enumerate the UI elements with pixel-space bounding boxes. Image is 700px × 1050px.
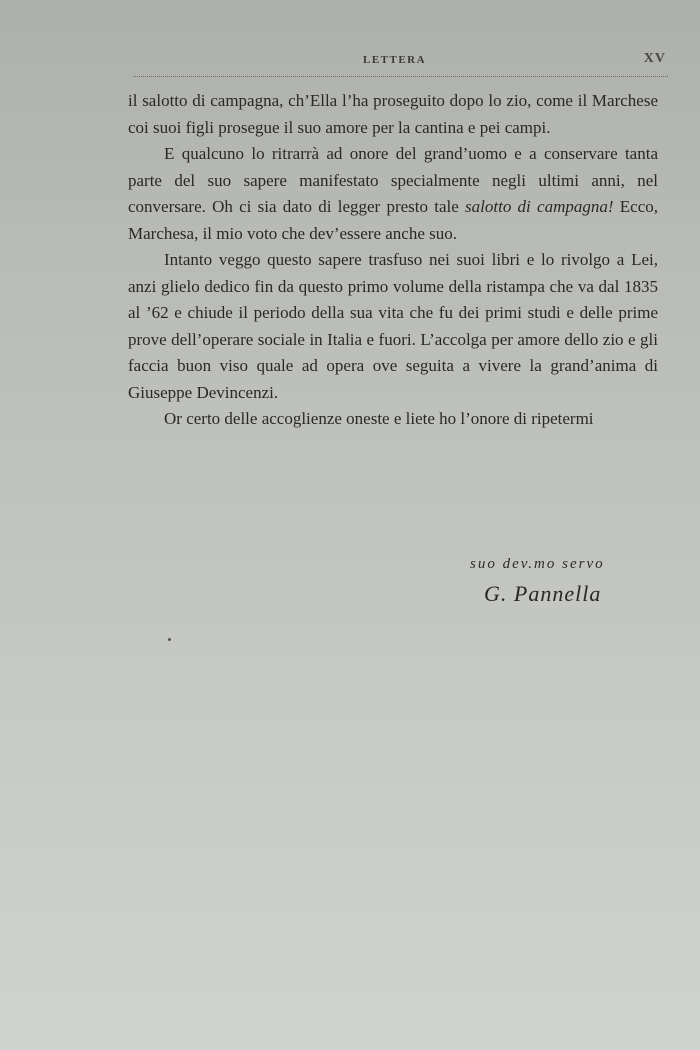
paragraph-4: Or certo delle accoglienze oneste e liete ho l’onore di ripetermi bbox=[164, 409, 594, 428]
signature-block bbox=[470, 556, 670, 607]
paragraph-2 bbox=[128, 141, 658, 247]
running-title: LETTERA bbox=[363, 54, 427, 66]
page-number: XV bbox=[643, 51, 666, 66]
closing-formula: suo dev.mo servo bbox=[470, 556, 605, 572]
paragraph-2-italic: salotto di campagna! bbox=[465, 197, 614, 216]
ink-speck bbox=[168, 638, 171, 641]
paragraph-1: il salotto di campagna, ch’Ella l’ha proseguito dopo lo zio, come il Marchese coi suoi figli prosegue il suo amore per la cantina e pei campi. bbox=[128, 91, 658, 137]
paragraph-2-text-a: E qualcuno lo ritrarrà ad onore del grand’uomo e a conservare tanta parte del suo sapere manifestato specialmente negli ultimi anni, nel conversare. Oh ci sia dato di legger presto tale bbox=[128, 144, 658, 216]
page-header bbox=[133, 50, 668, 77]
paragraph-3: Intanto veggo questo sapere trasfuso nei suoi libri e lo rivolgo a Lei, anzi glielo dedico fin da questo primo volume della ristampa che va dal 1835 al ’62 e chiude il periodo della sua vita che fu dei primi studi e delle prime prove dell’operare sociale in Italia e fuori. L’accolga per amore dello zio e gli faccia buon viso quale ad opera ove seguita a vivere la grand’anima di Giuseppe Devincenzi. bbox=[128, 250, 658, 402]
paragraph-2-text-b: Ecco, Marchesa, il mio voto che dev’essere anche suo. bbox=[128, 197, 658, 243]
letter-body bbox=[128, 88, 658, 433]
signature-name: G. Pannella bbox=[484, 581, 602, 606]
